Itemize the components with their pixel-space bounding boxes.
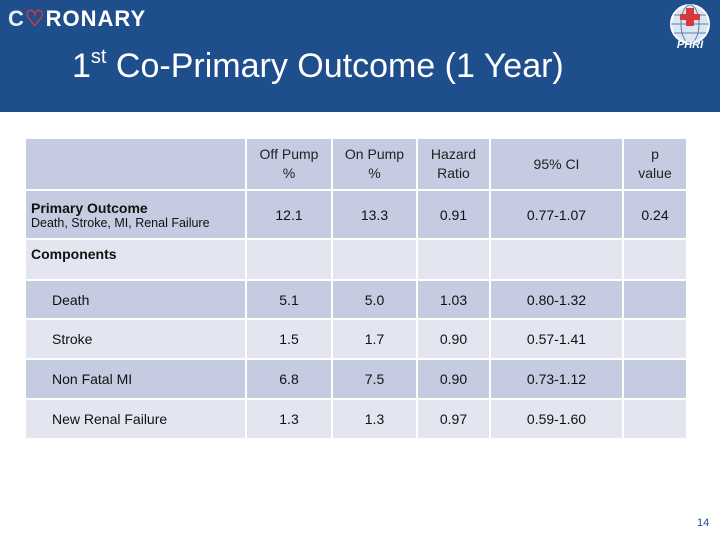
row-label-non-fatal-mi: Non Fatal MI [26,360,245,398]
globe-emblem-icon [664,2,716,52]
table-cell [624,240,686,279]
coronary-logo: C♡RONARY [8,6,147,31]
col-header-on-pump: On Pump % [333,139,416,189]
table-cell: 0.24 [624,191,686,238]
slide-title: 1st Co-Primary Outcome (1 Year) [72,46,564,85]
primary-outcome-sublabel: Death, Stroke, MI, Renal Failure [31,215,210,230]
table-cell: 0.59-1.60 [491,400,622,438]
table-row [26,320,686,358]
slide-header [0,0,720,112]
table-cell: 0.77-1.07 [491,191,622,238]
table-cell: 7.5 [333,360,416,398]
page-number: 14 [697,517,710,529]
table-cell: 1.3 [333,400,416,438]
table-row [26,400,686,438]
table-cell: 1.7 [333,320,416,358]
col-header-off-pump: Off Pump % [247,139,331,189]
table-cell: 1.03 [418,281,489,318]
row-label-new-renal-failure: New Renal Failure [26,400,245,438]
table-cell [418,240,489,279]
table-cell: 0.57-1.41 [491,320,622,358]
row-label-stroke: Stroke [26,320,245,358]
row-label-death: Death [26,281,245,318]
table-cell [333,240,416,279]
table-cell [491,240,622,279]
table-row [26,360,686,398]
table-cell: 1.5 [247,320,331,358]
header-label-cell [26,139,245,189]
table-cell: 5.1 [247,281,331,318]
table-cell: 0.90 [418,360,489,398]
primary-outcome-label [26,191,245,238]
table-cell: 6.8 [247,360,331,398]
col-header-95-ci: 95% CI [491,139,622,189]
table-header-row [26,139,686,189]
table-cell [624,400,686,438]
table-cell: 13.3 [333,191,416,238]
table-cell: 12.1 [247,191,331,238]
primary-outcome-title: Primary Outcome [31,199,148,216]
components-label: Components [26,240,245,279]
table-cell: 0.91 [418,191,489,238]
table-cell [624,320,686,358]
table-cell: 1.3 [247,400,331,438]
table-cell: 5.0 [333,281,416,318]
col-header-hazard-ratio: Hazard Ratio [418,139,489,189]
table-row-primary [26,191,686,238]
outcome-table [24,137,688,440]
table-cell: 0.97 [418,400,489,438]
heart-icon: ♡ [24,6,46,31]
table-row [26,281,686,318]
table-cell [624,281,686,318]
table-cell: 0.73-1.12 [491,360,622,398]
svg-text:PHRI: PHRI [676,39,704,51]
table-row-components [26,240,686,279]
col-header-p-value: p value [624,139,686,189]
table-cell [624,360,686,398]
table-cell [247,240,331,279]
table-cell: 0.90 [418,320,489,358]
table-cell: 0.80-1.32 [491,281,622,318]
